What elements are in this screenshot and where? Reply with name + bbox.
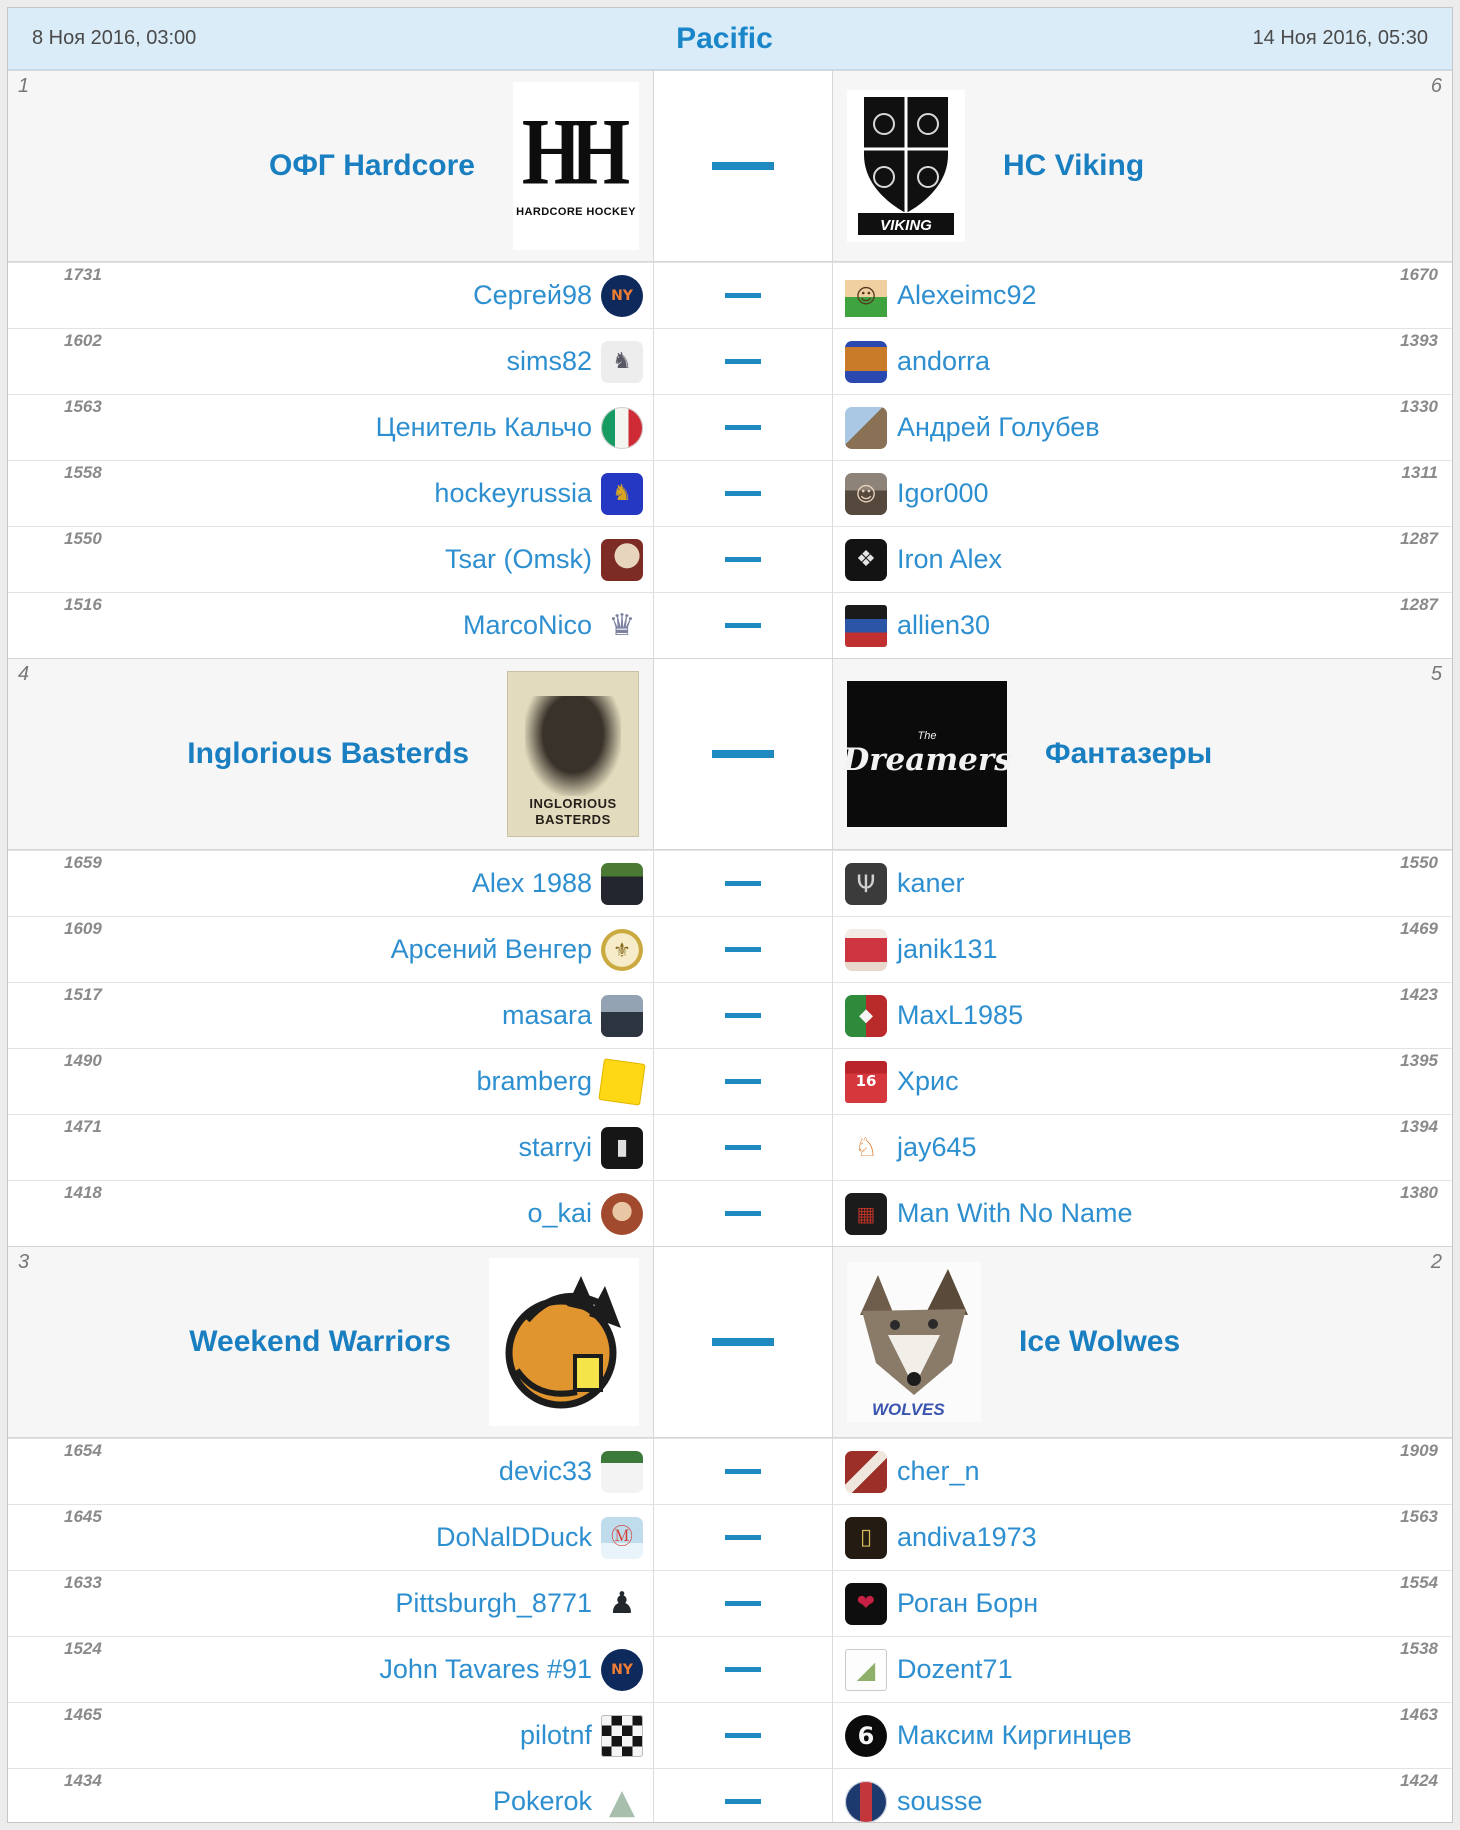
jersey-number-16-icon[interactable]: 16 <box>845 1061 887 1103</box>
seed-number: 6 <box>1430 75 1442 97</box>
vs-cell-header <box>654 70 832 262</box>
player-name-link[interactable]: Alexeimc92 <box>897 280 1037 310</box>
player-row-left <box>8 1180 654 1246</box>
logo-caption-line1: INGLORIOUS <box>529 795 617 811</box>
white-shirt-photo-icon[interactable] <box>601 1451 643 1493</box>
player-rating: 1659 <box>64 853 102 872</box>
player-rating: 1395 <box>1400 1051 1438 1070</box>
player-name-link[interactable]: devic33 <box>498 1456 592 1486</box>
player-row-left <box>8 262 654 328</box>
mountain-icon[interactable]: ▲ <box>608 1781 636 1822</box>
logo-caption: HARDCORE HOCKEY <box>516 206 636 218</box>
monogram-text: HH <box>521 99 621 205</box>
vs-cell <box>654 850 832 916</box>
player-row-left <box>8 916 654 982</box>
vs-dash-icon <box>725 293 761 298</box>
player-name-link[interactable]: Alex 1988 <box>471 868 592 898</box>
player-rating: 1558 <box>64 463 102 482</box>
vs-cell <box>654 1570 832 1636</box>
bottle-photo-icon[interactable]: ▯ <box>845 1517 887 1559</box>
player-name-link[interactable]: Dozent71 <box>897 1654 1013 1684</box>
player-rating: 1424 <box>1400 1771 1438 1790</box>
vs-cell <box>654 916 832 982</box>
dreamers-logo[interactable] <box>842 681 1012 827</box>
player-name-link[interactable]: Iron Alex <box>897 544 1003 574</box>
player-name-link[interactable]: Максим Киргинцев <box>897 1720 1132 1750</box>
vs-cell <box>654 1048 832 1114</box>
player-rating: 1654 <box>64 1441 102 1460</box>
vs-cell <box>654 1438 832 1504</box>
player-name-link[interactable]: Андрей Голубев <box>897 412 1100 442</box>
player-rating: 1434 <box>64 1771 102 1790</box>
vs-cell <box>654 1702 832 1768</box>
portrait-photo-icon[interactable]: ☺ <box>845 473 887 515</box>
player-row-left <box>8 526 654 592</box>
matchup-3 <box>8 1246 1452 1823</box>
matchups-container <box>8 70 1452 1823</box>
player-row-right <box>832 1768 1452 1823</box>
vs-cell <box>654 1768 832 1823</box>
orange-crest-icon[interactable]: ♘ <box>845 1127 887 1169</box>
matchup-2 <box>8 658 1452 1246</box>
player-name-link[interactable]: andiva1973 <box>897 1522 1037 1552</box>
vs-dash-icon <box>725 1667 761 1672</box>
player-row-right <box>832 460 1452 526</box>
stanley-cup-icon[interactable]: Ψ <box>845 863 887 905</box>
player-rating: 1423 <box>1400 985 1438 1004</box>
vs-dash-icon <box>725 947 761 952</box>
player-name-link[interactable]: kaner <box>897 868 965 898</box>
player-row-left <box>8 460 654 526</box>
diamond-heart-icon[interactable]: ❤ <box>845 1583 887 1625</box>
player-name-link[interactable]: Tsar (Omsk) <box>445 544 592 574</box>
logo-sub-text: The <box>917 730 937 742</box>
vs-dash-icon <box>725 1211 761 1216</box>
vs-cell <box>654 1636 832 1702</box>
striped-flag-trophy-icon[interactable] <box>845 605 887 647</box>
player-row-right <box>832 1180 1452 1246</box>
period-header <box>8 8 1452 70</box>
vs-cell <box>654 460 832 526</box>
vs-dash-icon <box>725 1013 761 1018</box>
la-kings-crown-icon[interactable]: ♛ <box>601 605 643 647</box>
player-name-link[interactable]: bramberg <box>476 1066 592 1096</box>
vs-dash-icon <box>712 162 774 170</box>
seed-number: 5 <box>1430 663 1442 685</box>
vs-cell <box>654 262 832 328</box>
player-row-right <box>832 850 1452 916</box>
player-row-right <box>832 262 1452 328</box>
penguin-icon[interactable]: ♟ <box>601 1583 643 1625</box>
player-name-link[interactable]: andorra <box>897 346 991 376</box>
logo-script-text: Dreamers <box>842 742 1012 778</box>
vs-cell <box>654 526 832 592</box>
player-rating: 1516 <box>64 595 102 614</box>
yellow-card-hand-icon[interactable] <box>598 1058 645 1105</box>
vs-dash-icon <box>725 1535 761 1540</box>
player-rating: 1550 <box>64 529 102 548</box>
matchup-1 <box>8 70 1452 658</box>
logo-caption-line2: BASTERDS <box>535 811 611 827</box>
vs-dash-icon <box>725 425 761 430</box>
player-name-link[interactable]: Арсений Венгер <box>390 934 592 964</box>
period-start-date: 8 Ноя 2016, 03:00 <box>32 27 197 49</box>
italy-flag-badge-icon[interactable] <box>601 407 643 449</box>
player-rating: 1524 <box>64 1639 102 1658</box>
player-rating: 1563 <box>1400 1507 1438 1526</box>
team-header-right <box>832 1246 1452 1438</box>
player-row-right <box>832 1438 1452 1504</box>
player-name-link[interactable]: Сергей98 <box>473 280 592 310</box>
player-row-right <box>832 1114 1452 1180</box>
vs-dash-icon <box>725 557 761 562</box>
player-rating: 1393 <box>1400 331 1438 350</box>
player-name-link[interactable]: Pittsburgh_8771 <box>395 1588 592 1618</box>
player-row-left <box>8 1504 654 1570</box>
player-name-link[interactable]: o_kai <box>527 1198 592 1228</box>
player-name-link[interactable]: Man With No Name <box>897 1198 1133 1228</box>
cartoon-man-icon[interactable]: ☺ <box>845 275 887 317</box>
player-name-link[interactable]: MaxL1985 <box>897 1000 1024 1030</box>
player-name-link[interactable]: sims82 <box>506 346 592 376</box>
player-rating: 1554 <box>1400 1573 1438 1592</box>
vs-cell <box>654 982 832 1048</box>
player-name-link[interactable]: allien30 <box>897 610 991 640</box>
player-name-link[interactable]: DoNalDDuck <box>435 1522 592 1552</box>
player-rating: 1550 <box>1400 853 1438 872</box>
vs-cell <box>654 592 832 658</box>
player-rating: 1602 <box>64 331 102 350</box>
player-row-right <box>832 394 1452 460</box>
vs-dash-icon <box>725 1733 761 1738</box>
division-title: Pacific <box>676 21 773 55</box>
player-row-right <box>832 916 1452 982</box>
team-name-link[interactable]: Фантазеры <box>1045 737 1213 770</box>
vs-cell-header <box>654 658 832 850</box>
team-name-link[interactable]: Weekend Warriors <box>189 1325 451 1358</box>
period-end-date: 14 Ноя 2016, 05:30 <box>1252 27 1428 49</box>
black-emblem-icon[interactable]: ❖ <box>845 539 887 581</box>
team-header-right <box>832 658 1452 850</box>
player-row-left <box>8 394 654 460</box>
player-rating: 1287 <box>1400 529 1438 548</box>
seed-number: 3 <box>18 1251 30 1273</box>
vs-dash-icon <box>725 1145 761 1150</box>
player-rating: 1645 <box>64 1507 102 1526</box>
player-row-right <box>832 982 1452 1048</box>
player-row-left <box>8 1570 654 1636</box>
vs-cell <box>654 1504 832 1570</box>
player-row-right <box>832 1048 1452 1114</box>
team-header-left <box>8 658 654 850</box>
team-name-link[interactable]: HC Viking <box>1003 149 1145 182</box>
player-rating: 1633 <box>64 1573 102 1592</box>
ny-islanders-logo-icon[interactable]: NY <box>601 1649 643 1691</box>
vs-cell-header <box>654 1246 832 1438</box>
team-header-left <box>8 1246 654 1438</box>
player-name-link[interactable]: John Tavares #91 <box>379 1654 592 1684</box>
vs-dash-icon <box>725 1469 761 1474</box>
face-portrait-icon[interactable] <box>601 1193 643 1235</box>
player-row-left <box>8 1114 654 1180</box>
player-rating: 1909 <box>1400 1441 1438 1460</box>
player-rating: 1563 <box>64 397 102 416</box>
eagle-emblem-icon[interactable]: ♞ <box>601 341 643 383</box>
player-rating: 1380 <box>1400 1183 1438 1202</box>
player-name-link[interactable]: jay645 <box>897 1132 977 1162</box>
arsenal-crest-icon[interactable]: ⚜ <box>601 929 643 971</box>
joker-portrait-icon[interactable] <box>601 863 643 905</box>
vs-dash-icon <box>712 750 774 758</box>
player-row-right <box>832 1636 1452 1702</box>
seed-number: 2 <box>1430 1251 1442 1273</box>
player-name-link[interactable]: MarcoNico <box>462 610 592 640</box>
vs-dash-icon <box>712 1338 774 1346</box>
player-row-left <box>8 1048 654 1114</box>
player-row-left <box>8 1768 654 1823</box>
player-rating: 1609 <box>64 919 102 938</box>
player-rating: 1463 <box>1400 1705 1438 1724</box>
player-rating: 1330 <box>1400 397 1438 416</box>
team-header-left <box>8 70 654 262</box>
ny-islanders-logo-icon[interactable]: NY <box>601 275 643 317</box>
suit-portrait-icon[interactable] <box>601 995 643 1037</box>
player-row-left <box>8 328 654 394</box>
player-name-link[interactable]: Хрис <box>897 1066 959 1096</box>
player-name-link[interactable]: starryi <box>518 1132 592 1162</box>
bracket-board <box>7 7 1453 1823</box>
player-name-link[interactable]: cher_n <box>897 1456 980 1486</box>
player-rating: 1469 <box>1400 919 1438 938</box>
vs-cell <box>654 1180 832 1246</box>
team-name-link[interactable]: Inglorious Basterds <box>187 737 469 770</box>
image-placeholder-icon[interactable]: ◢ <box>845 1649 887 1691</box>
player-row-left <box>8 850 654 916</box>
vs-dash-icon <box>725 1799 761 1804</box>
poster-figure <box>525 696 621 796</box>
vs-dash-icon <box>725 881 761 886</box>
player-name-link[interactable]: Ценитель Кальчо <box>375 412 592 442</box>
player-name-link[interactable]: Igor000 <box>897 478 989 508</box>
mario-figure-icon[interactable]: Ⓜ <box>601 1517 643 1559</box>
blue-art-square-icon[interactable] <box>845 341 887 383</box>
inglorious-basterds-logo[interactable] <box>507 671 639 837</box>
player-rating: 1731 <box>64 265 102 284</box>
seed-number: 1 <box>18 75 30 97</box>
player-rating: 1287 <box>1400 595 1438 614</box>
player-row-left <box>8 1636 654 1702</box>
movie-poster-icon[interactable]: ▦ <box>845 1193 887 1235</box>
green-red-diamond-icon[interactable]: ◆ <box>845 995 887 1037</box>
vs-cell <box>654 1114 832 1180</box>
vs-dash-icon <box>725 1601 761 1606</box>
svg-text:VIKING: VIKING <box>880 217 932 234</box>
player-name-link[interactable]: masara <box>501 1000 592 1030</box>
player-name-link[interactable]: Pokerok <box>492 1786 592 1816</box>
player-rating: 1471 <box>64 1117 102 1136</box>
player-row-right <box>832 1570 1452 1636</box>
seed-number: 4 <box>18 663 30 685</box>
number-6-badge-icon[interactable]: 6 <box>845 1715 887 1757</box>
team-name-link[interactable]: ОФГ Hardcore <box>268 149 475 182</box>
red-card-photo-icon[interactable] <box>845 1451 887 1493</box>
team-header-right <box>832 70 1452 262</box>
vs-dash-icon <box>725 623 761 628</box>
player-rating: 1394 <box>1400 1117 1438 1136</box>
player-name-link[interactable]: sousse <box>897 1786 983 1816</box>
ice-wolves-logo[interactable] <box>847 1262 981 1422</box>
player-rating: 1517 <box>64 985 102 1004</box>
player-row-left <box>8 592 654 658</box>
player-row-left <box>8 982 654 1048</box>
player-rating: 1311 <box>1401 463 1438 482</box>
vs-dash-icon <box>725 1079 761 1084</box>
player-row-left <box>8 1702 654 1768</box>
vs-cell <box>654 328 832 394</box>
red-jersey-girl-icon[interactable] <box>845 929 887 971</box>
psg-logo-icon[interactable] <box>845 1781 887 1823</box>
player-rating: 1670 <box>1400 265 1438 284</box>
player-row-left <box>8 1438 654 1504</box>
player-name-link[interactable]: janik131 <box>897 934 998 964</box>
svg-text:WOLVES: WOLVES <box>872 1400 945 1419</box>
player-row-right <box>832 328 1452 394</box>
spray-can-icon[interactable]: ▮ <box>601 1127 643 1169</box>
falcon-photo-icon[interactable] <box>601 539 643 581</box>
player-row-right <box>832 1504 1452 1570</box>
player-name-link[interactable]: hockeyrussia <box>434 478 592 508</box>
player-row-right <box>832 1702 1452 1768</box>
player-name-link[interactable]: pilotnf <box>519 1720 592 1750</box>
team-name-link[interactable]: Ice Wolwes <box>1019 1325 1181 1358</box>
player-row-right <box>832 526 1452 592</box>
vs-cell <box>654 394 832 460</box>
viking-crest-logo[interactable] <box>847 90 965 242</box>
vs-dash-icon <box>725 491 761 496</box>
hardcore-hockey-logo[interactable] <box>513 82 639 250</box>
player-name-link[interactable]: Роган Борн <box>897 1588 1039 1618</box>
portrait-photo-icon[interactable] <box>845 407 887 449</box>
checkered-flag-icon[interactable] <box>601 1715 643 1757</box>
player-rating: 1465 <box>64 1705 102 1724</box>
player-rating: 1490 <box>64 1051 102 1070</box>
player-rating: 1418 <box>64 1183 102 1202</box>
weekend-warriors-logo[interactable] <box>489 1258 639 1426</box>
vs-dash-icon <box>725 359 761 364</box>
player-row-right <box>832 592 1452 658</box>
blue-gold-crest-icon[interactable]: ♞ <box>601 473 643 515</box>
player-rating: 1538 <box>1400 1639 1438 1658</box>
